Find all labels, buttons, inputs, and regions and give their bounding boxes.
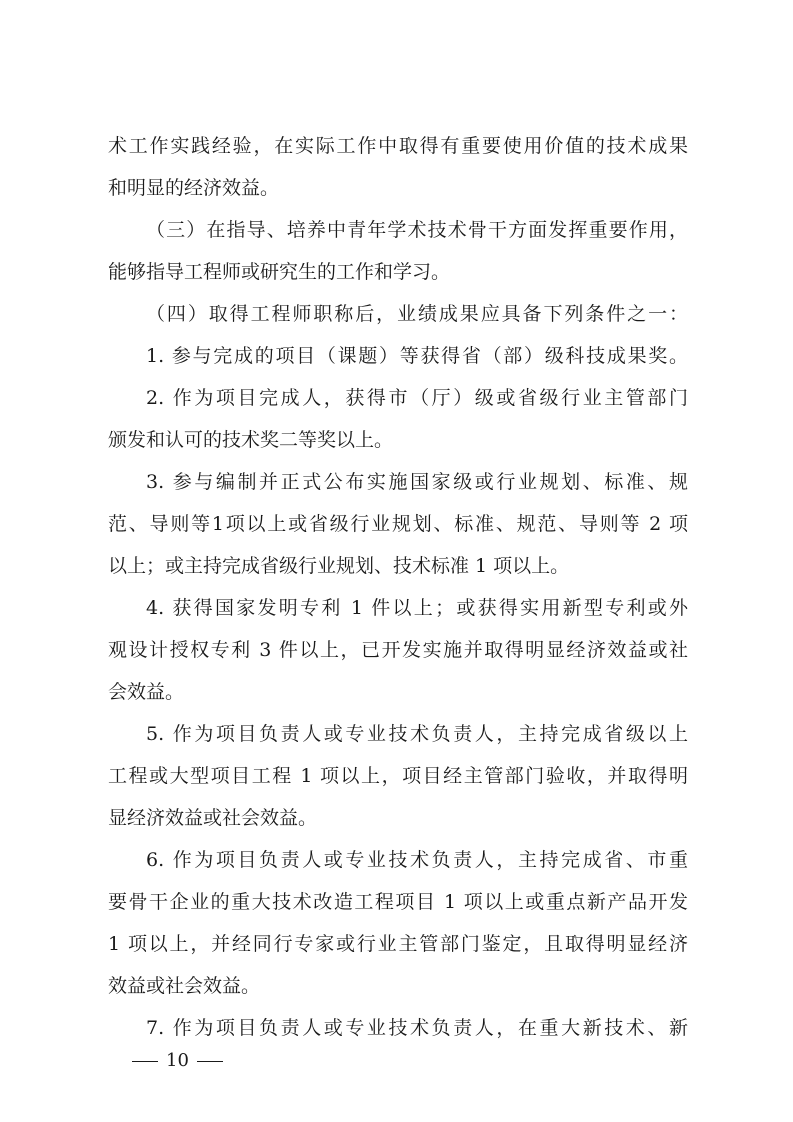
text-line: 能够指导工程师或研究生的工作和学习。 [108,261,451,283]
text-line: 6. 作为项目负责人或专业技术负责人，主持完成省、市重 [146,849,688,871]
page-footer [124,1048,231,1074]
text-line: （三）在指导、培养中青年学术技术骨干方面发挥重要作用， [146,219,688,241]
text-line: 颁发和认可的技术奖二等奖以上。 [108,429,394,451]
text-line: 会效益。 [108,681,185,703]
text-line: 1 项以上，并经同行专家或行业主管部门鉴定，且取得明显经济 [108,933,688,955]
page-number: 10 [166,1050,189,1071]
footer-dash-right [197,1061,223,1062]
text-line: 工程或大型项目工程 1 项以上，项目经主管部门验收，并取得明 [108,765,688,787]
text-line: 显经济效益或社会效益。 [108,807,318,829]
footer-dash-left [132,1061,158,1062]
text-line: 2. 作为项目完成人，获得市（厅）级或省级行业主管部门 [146,387,688,409]
text-line: 7. 作为项目负责人或专业技术负责人，在重大新技术、新 [146,1017,688,1039]
text-line: 5. 作为项目负责人或专业技术负责人，主持完成省级以上 [146,723,688,745]
text-line: 3. 参与编制并正式公布实施国家级或行业规划、标准、规 [146,471,688,493]
text-line: 以上；或主持完成省级行业规划、技术标准 1 项以上。 [108,555,570,577]
text-line: 效益或社会效益。 [108,975,261,997]
text-line: 4. 获得国家发明专利 1 件以上；或获得实用新型专利或外 [146,597,688,619]
text-line: 术工作实践经验，在实际工作中取得有重要使用价值的技术成果 [108,135,688,157]
text-line: 和明显的经济效益。 [108,177,280,199]
text-line: （四）取得工程师职称后，业绩成果应具备下列条件之一： [146,303,688,325]
text-line: 观设计授权专利 3 件以上，已开发实施并取得明显经济效益或社 [108,639,688,661]
text-line: 范、导则等1项以上或省级行业规划、标准、规范、导则等 2 项 [108,513,688,535]
text-line: 1. 参与完成的项目（课题）等获得省（部）级科技成果奖。 [146,345,688,367]
text-line: 要骨干企业的重大技术改造工程项目 1 项以上或重点新产品开发 [108,891,688,913]
